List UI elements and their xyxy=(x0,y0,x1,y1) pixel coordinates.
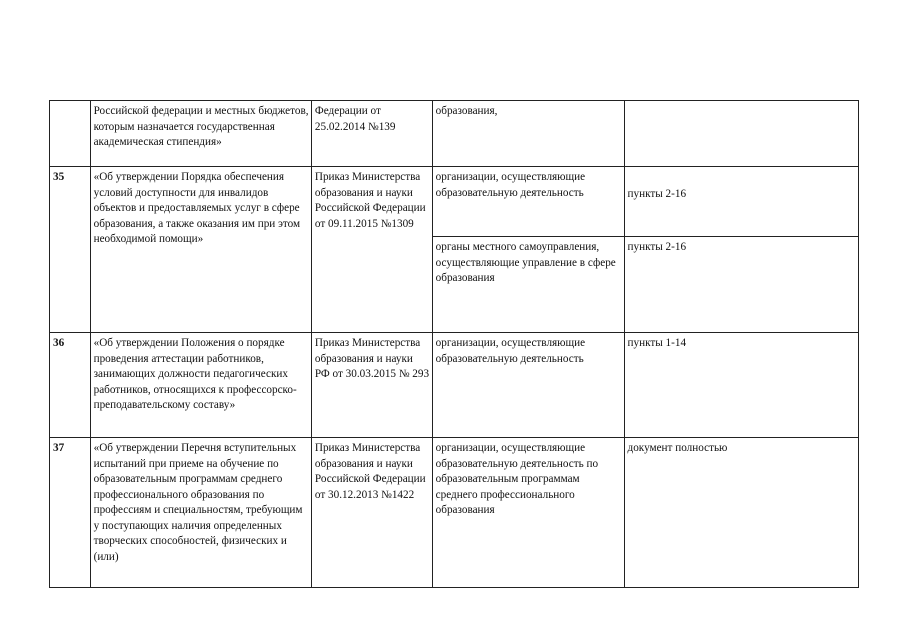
requirement-scope: пункты 2-16 xyxy=(624,237,859,333)
subject-entity: органы местного самоуправления, осуществляющие управление в сфере образования xyxy=(432,237,624,333)
act-name: «Об утверждении Порядка обеспечения условий доступности для инвалидов объектов и предоставляемых услуг в сфере образования, а также оказания им при этом необходимой помощи» xyxy=(90,167,311,333)
subject-entity: организации, осуществляющие образовательную деятельность xyxy=(432,167,624,237)
act-name: «Об утверждении Положения о порядке проведения аттестации работников, занимающих должности педагогических работников, относящихся к профессорско-преподавательскому составу» xyxy=(90,333,311,438)
requirement-scope: документ полностью xyxy=(624,438,859,588)
order-reference: Приказ Министерства образования и науки РФ от 30.03.2015 № 293 xyxy=(311,333,432,438)
requirement-scope: пункты 1-14 xyxy=(624,333,859,438)
row-number xyxy=(50,101,91,167)
order-reference: Федерации от 25.02.2014 №139 xyxy=(311,101,432,167)
order-reference: Приказ Министерства образования и науки Российской Федерации от 09.11.2015 №1309 xyxy=(311,167,432,333)
order-reference: Приказ Министерства образования и науки Российской Федерации от 30.12.2013 №1422 xyxy=(311,438,432,588)
row-number: 37 xyxy=(50,438,91,588)
row-number: 35 xyxy=(50,167,91,333)
requirement-scope xyxy=(624,101,859,167)
table-row xyxy=(50,101,859,167)
table-row xyxy=(50,167,859,237)
table-row xyxy=(50,333,859,438)
subject-entity: организации, осуществляющие образовательную деятельность по образовательным программам среднего профессионального образования xyxy=(432,438,624,588)
table-row xyxy=(50,438,859,588)
requirement-scope: пункты 2-16 xyxy=(624,167,859,237)
subject-entity: образования, xyxy=(432,101,624,167)
row-number: 36 xyxy=(50,333,91,438)
act-name: Российской федерации и местных бюджетов, которым назначается государственная академическая стипендия» xyxy=(90,101,311,167)
subject-entity: организации, осуществляющие образовательную деятельность xyxy=(432,333,624,438)
act-name: «Об утверждении Перечня вступительных испытаний при приеме на обучение по образовательным программам среднего профессионального образования по профессиям и специальностям, требующим у поступающих наличия определенных творческих способностей, физических и (или) xyxy=(90,438,311,588)
requirements-table xyxy=(49,100,859,588)
